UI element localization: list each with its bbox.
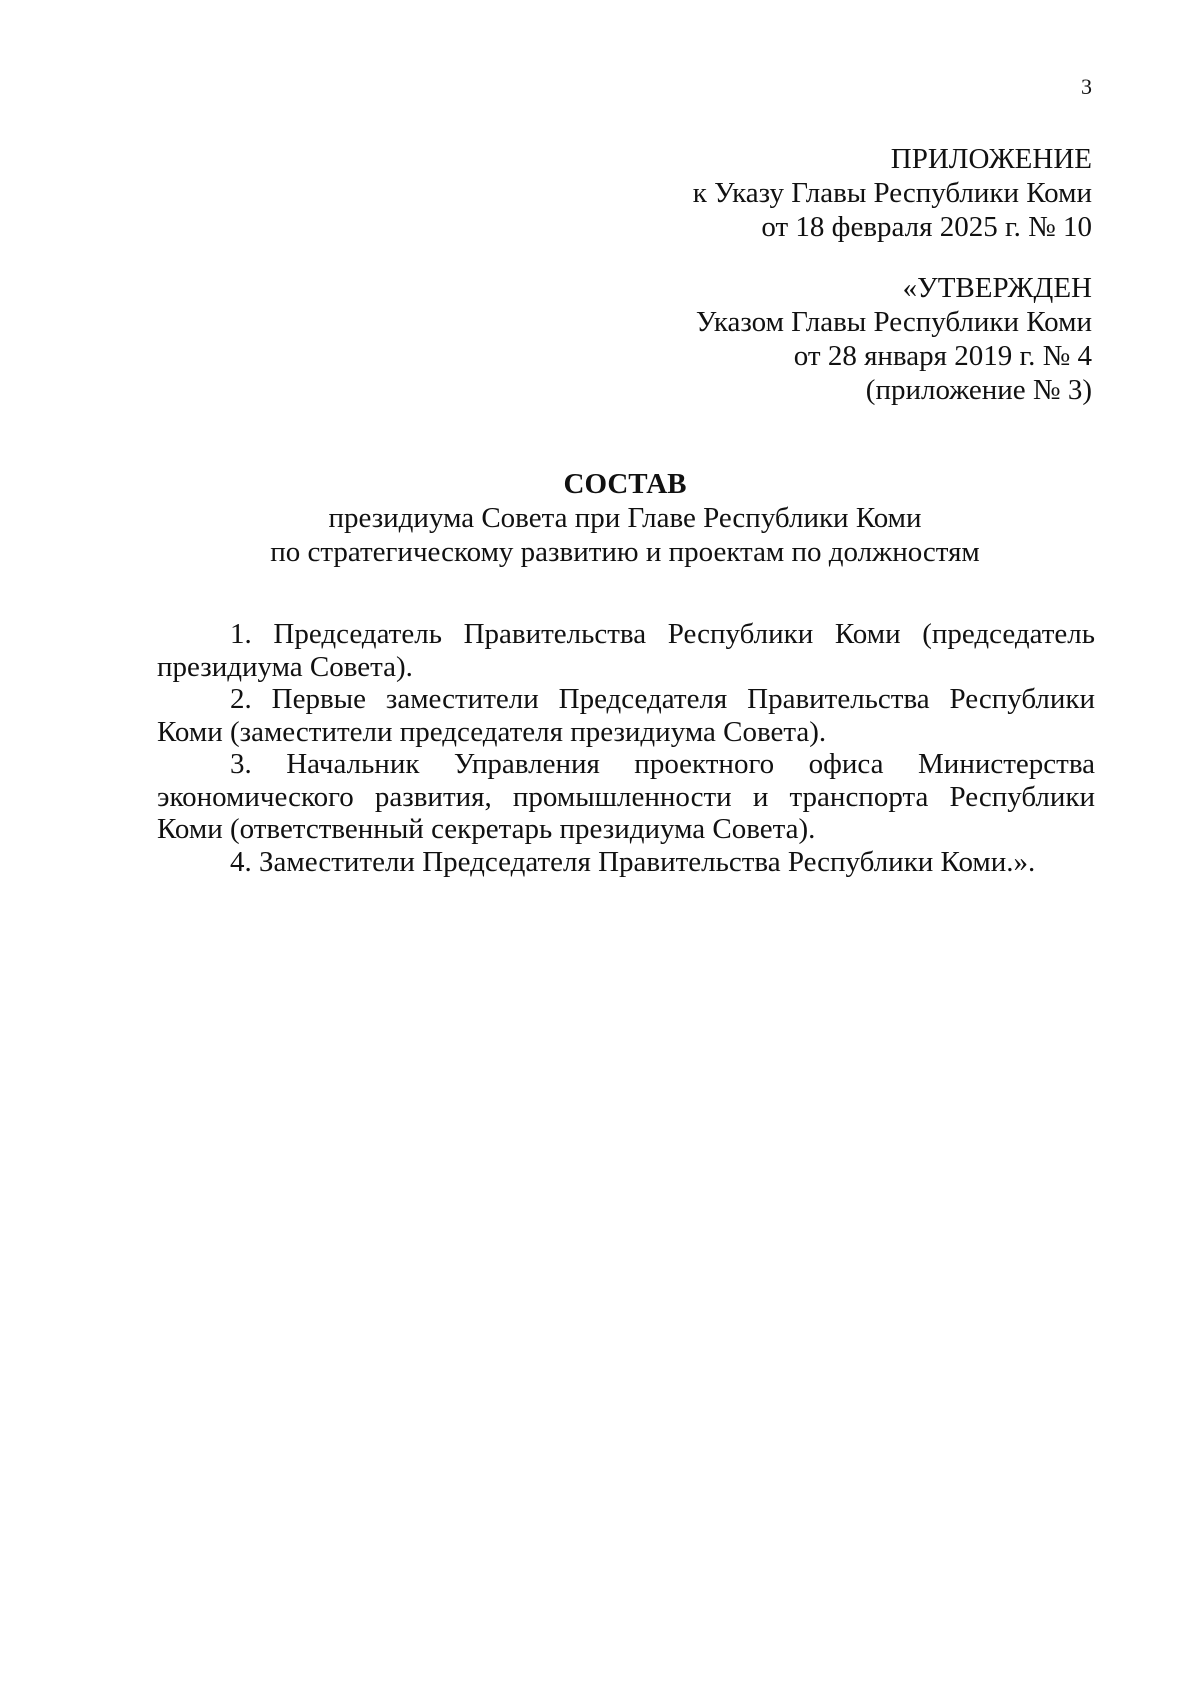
list-item: 4. Заместители Председателя Правительства Республики Коми.». bbox=[230, 845, 1036, 878]
approved-reference: Указом Главы Республики Коми bbox=[695, 306, 1092, 338]
annex-date: от 18 февраля 2025 г. № 10 bbox=[761, 211, 1092, 243]
list-item: 2. Первые заместители Председателя Правительства Республики Коми (заместители председателя президиума Совета). bbox=[157, 683, 1095, 748]
annex-header bbox=[693, 142, 1092, 244]
list-item: 3. Начальник Управления проектного офиса Министерства экономического развития, промышленности и транспорта Республики Коми (ответственный секретарь президиума Совета). bbox=[157, 748, 1095, 845]
page-number: 3 bbox=[1081, 74, 1092, 99]
approved-title: «УТВЕРЖДЕН bbox=[902, 272, 1092, 304]
title-subtitle-2: по стратегическому развитию и проектам по должностям bbox=[270, 536, 980, 568]
annex-reference: к Указу Главы Республики Коми bbox=[692, 177, 1092, 209]
approved-appendix: (приложение № 3) bbox=[865, 374, 1092, 406]
approval-stamp bbox=[696, 271, 1092, 407]
document-title bbox=[0, 467, 1200, 569]
title-subtitle-1: президиума Совета при Главе Республики Коми bbox=[328, 502, 922, 534]
title-main: СОСТАВ bbox=[563, 468, 687, 500]
annex-title: ПРИЛОЖЕНИЕ bbox=[890, 143, 1092, 175]
composition-list bbox=[157, 618, 1095, 878]
list-item: 1. Председатель Правительства Республики Коми (председатель президиума Совета). bbox=[157, 618, 1095, 683]
approved-date: от 28 января 2019 г. № 4 bbox=[793, 340, 1092, 372]
